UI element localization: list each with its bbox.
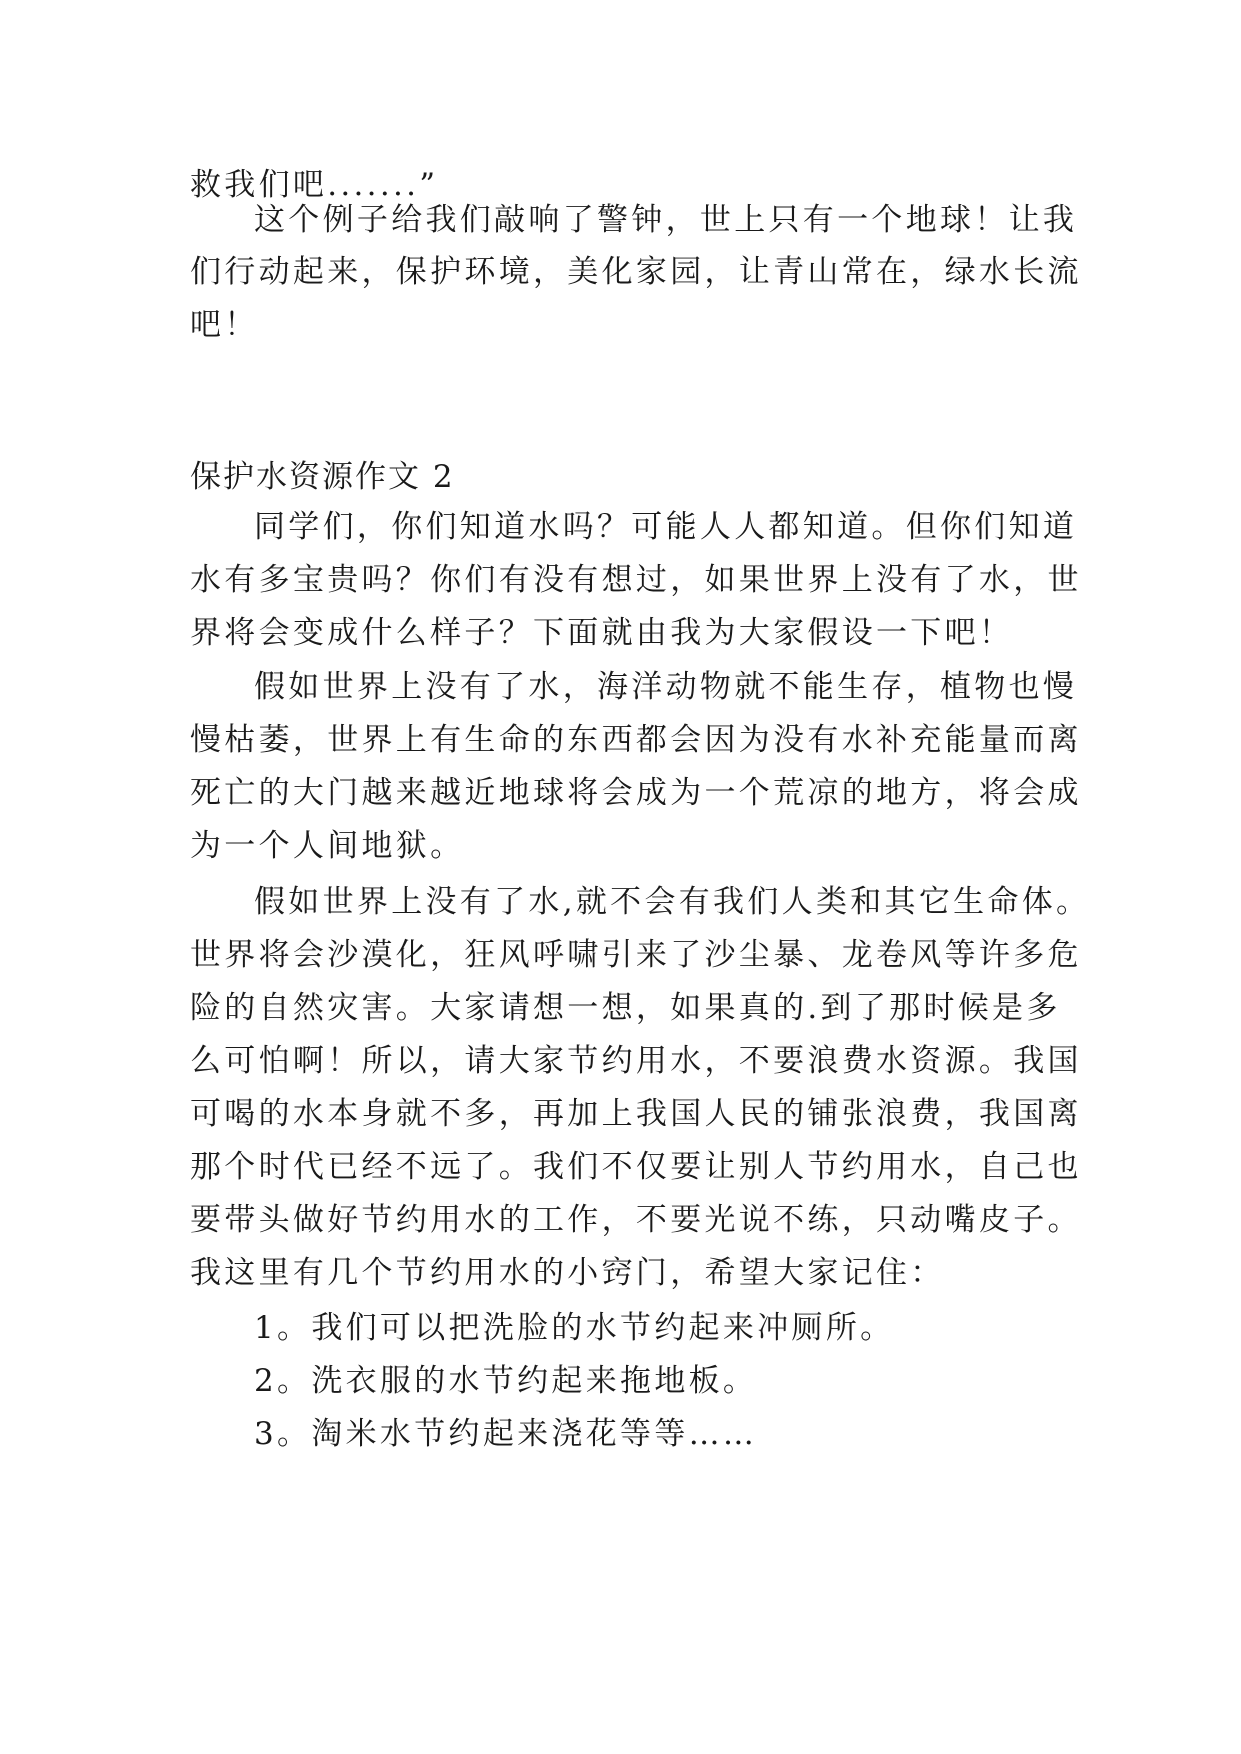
- conclusion-line-1: 这个例子给我们敲响了警钟，世上只有一个地球！让我: [254, 202, 1078, 238]
- paragraph-1-line-1: 同学们，你们知道水吗？可能人人都知道。但你们知道: [254, 509, 1078, 545]
- paragraph-2-line-1: 假如世界上没有了水，海洋动物就不能生存，植物也慢: [254, 669, 1078, 705]
- paragraph-3-line-8: 我这里有几个节约用水的小窍门，希望大家记住：: [190, 1255, 945, 1291]
- tip-item-1: 1。我们可以把洗脸的水节约起来冲厕所。: [254, 1310, 895, 1346]
- paragraph-1-line-3: 界将会变成什么样子？下面就由我为大家假设一下吧！: [190, 615, 1014, 651]
- paragraph-2-line-4: 为一个人间地狱。: [190, 828, 465, 864]
- tip-item-3: 3。淘米水节约起来浇花等等……: [254, 1416, 758, 1452]
- paragraph-2-line-3: 死亡的大门越来越近地球将会成为一个荒凉的地方，将会成: [190, 775, 1082, 811]
- paragraph-3-line-1: 假如世界上没有了水,就不会有我们人类和其它生命体。: [254, 884, 1091, 920]
- paragraph-3-line-5: 可喝的水本身就不多，再加上我国人民的铺张浪费，我国离: [190, 1096, 1082, 1132]
- paragraph-2-line-2: 慢枯萎，世界上有生命的东西都会因为没有水补充能量而离: [190, 722, 1082, 758]
- tip-item-2: 2。洗衣服的水节约起来拖地板。: [254, 1363, 758, 1399]
- paragraph-3-line-2: 世界将会沙漠化，狂风呼啸引来了沙尘暴、龙卷风等许多危: [190, 937, 1082, 973]
- paragraph-3-line-6: 那个时代已经不远了。我们不仅要让别人节约用水，自己也: [190, 1149, 1082, 1185]
- paragraph-1-line-2: 水有多宝贵吗？你们有没有想过，如果世界上没有了水，世: [190, 562, 1082, 598]
- paragraph-3-line-4: 么可怕啊！所以，请大家节约用水，不要浪费水资源。我国: [190, 1043, 1082, 1079]
- conclusion-line-3: 吧！: [190, 307, 259, 343]
- section-heading: 保护水资源作文 2: [190, 459, 455, 495]
- conclusion-line-2: 们行动起来，保护环境，美化家园，让青山常在，绿水长流: [190, 254, 1082, 290]
- paragraph-3-line-7: 要带头做好节约用水的工作，不要光说不练，只动嘴皮子。: [190, 1202, 1082, 1238]
- paragraph-3-line-3: 险的自然灾害。大家请想一想，如果真的.到了那时候是多: [190, 990, 1061, 1026]
- intro-end-line-1: 救我们吧.......”: [190, 167, 439, 203]
